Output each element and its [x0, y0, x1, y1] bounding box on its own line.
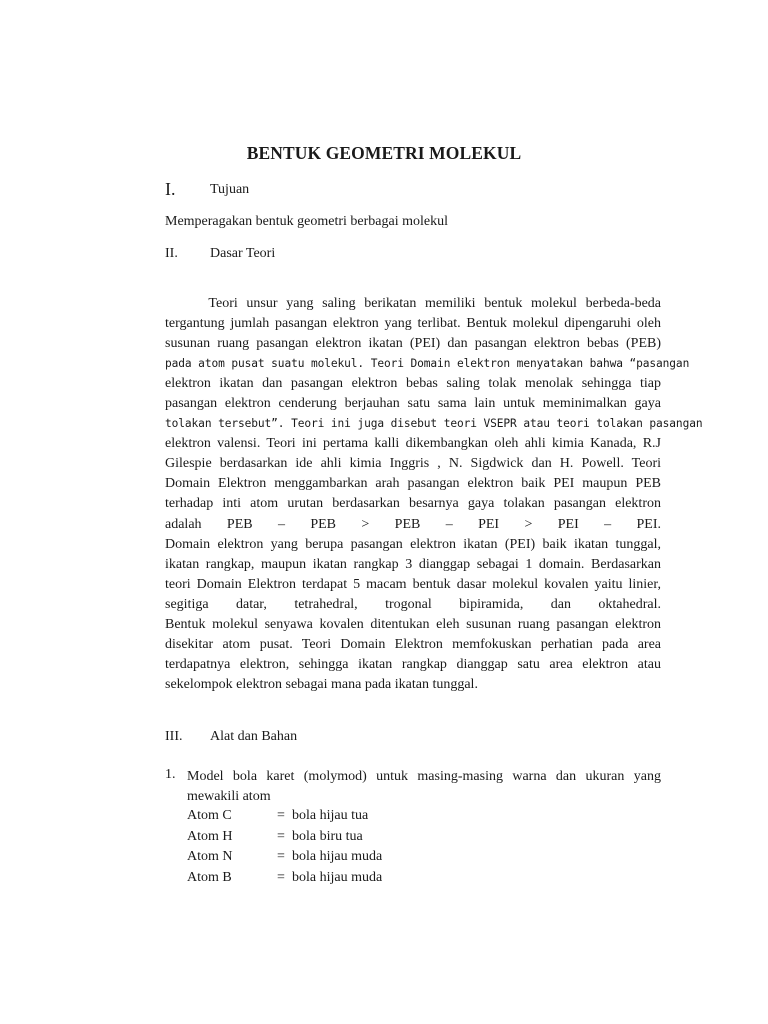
section-label: Tujuan — [210, 182, 250, 197]
text-line: segitiga datar, tetrahedral, trogonal bipiramida, dan oktahedral. — [165, 596, 661, 612]
text-line: Domain Elektron menggambarkan arah pasangan elektron baik PEI maupun PEB — [165, 476, 661, 492]
text-line: terhadap inti atom urutan berdasarkan besarnya gaya tolakan pasangan elektron — [165, 496, 661, 512]
text-line: tolakan tersebut”. Teori ini juga disebut teori VSEPR atau teori tolakan pasangan — [165, 417, 703, 431]
text-line: Bentuk molekul senyawa kovalen ditentukan eleh susunan ruang pasangan elektron — [165, 616, 661, 632]
equals-sign: = — [277, 849, 285, 864]
text-line: adalah PEB – PEB > PEB – PEI > PEI – PEI. — [165, 516, 661, 532]
text-line: Model bola karet (molymod) untuk masing-masing warna dan ukuran yang — [187, 769, 661, 784]
atom-name: Atom H — [187, 828, 233, 844]
text-line: Teori unsur yang saling berikatan memiliki bentuk molekul berbeda-beda — [165, 296, 661, 311]
section-number: I. — [165, 179, 176, 199]
text-line: elektron ikatan dan pasangan elektron bebas saling tolak menolak sehingga tiap — [165, 376, 661, 392]
atom-color: bola hijau muda — [292, 849, 383, 864]
text-line: susunan ruang pasangan elektron ikatan (PEI) dan pasangan elektron bebas (PEB) — [165, 336, 661, 352]
atom-row — [187, 806, 487, 827]
equals-sign: = — [277, 808, 285, 823]
section-label: Alat dan Bahan — [210, 729, 298, 744]
text-line: disekitar atom pusat. Teori Domain Elektron memfokuskan perhatian pada area — [165, 636, 661, 652]
section-label: Dasar Teori — [210, 246, 276, 261]
text-line: mewakili atom — [187, 789, 271, 804]
equals-sign: = — [277, 869, 285, 885]
text-line: pada atom pusat suatu molekul. Teori Domain elektron menyatakan bahwa “pasangan — [165, 357, 690, 371]
text-line: Domain elektron yang berupa pasangan elektron ikatan (PEI) baik ikatan tunggal, — [165, 536, 661, 552]
text-line: tergantung jumlah pasangan elektron yang terlibat. Bentuk molekul dipengaruhi oleh — [165, 316, 661, 332]
atom-name: Atom N — [187, 849, 233, 864]
text-line: elektron valensi. Teori ini pertama kalli dikembangkan oleh ahli kimia Kanada, R.J — [165, 436, 661, 452]
text-line: terdapatnya elektron, sehingga ikatan rangkap dianggap satu area elektron atau — [165, 656, 661, 672]
atom-row — [187, 847, 487, 868]
list-item-number: 1. — [165, 767, 176, 782]
objective-text: Memperagakan bentuk geometri berbagai molekul — [165, 214, 449, 229]
atom-name: Atom B — [187, 869, 232, 885]
atom-color: bola biru tua — [292, 828, 363, 844]
atom-name: Atom C — [187, 808, 232, 823]
atom-row — [187, 827, 487, 848]
list-item-text — [187, 767, 661, 807]
atom-color: bola hijau tua — [292, 808, 369, 823]
atom-color: bola hijau muda — [292, 869, 383, 885]
section-number: II. — [165, 246, 178, 261]
text-line: sekelompok elektron sebagai mana pada ikatan tunggal. — [165, 676, 478, 692]
text-line: pasangan elektron cenderung berjauhan satu sama lain untuk meminimalkan gaya — [165, 396, 661, 412]
section-number: III. — [165, 729, 183, 744]
atom-color-list — [187, 806, 487, 888]
atom-row — [187, 868, 487, 889]
text-line: Gilespie berdasarkan ide ahli kimia Inggris , N. Sigdwick dan H. Powell. Teori — [165, 456, 661, 472]
document-title: BENTUK GEOMETRI MOLEKUL — [246, 143, 522, 163]
text-line: ikatan rangkap, maupun ikatan rangkap 3 dianggap sebagai 1 domain. Berdasarkan — [165, 556, 661, 572]
equals-sign: = — [277, 828, 285, 844]
theory-paragraph — [165, 294, 703, 695]
text-line: teori Domain Elektron terdapat 5 macam bentuk dasar molekul kovalen yaitu linier, — [165, 576, 661, 592]
